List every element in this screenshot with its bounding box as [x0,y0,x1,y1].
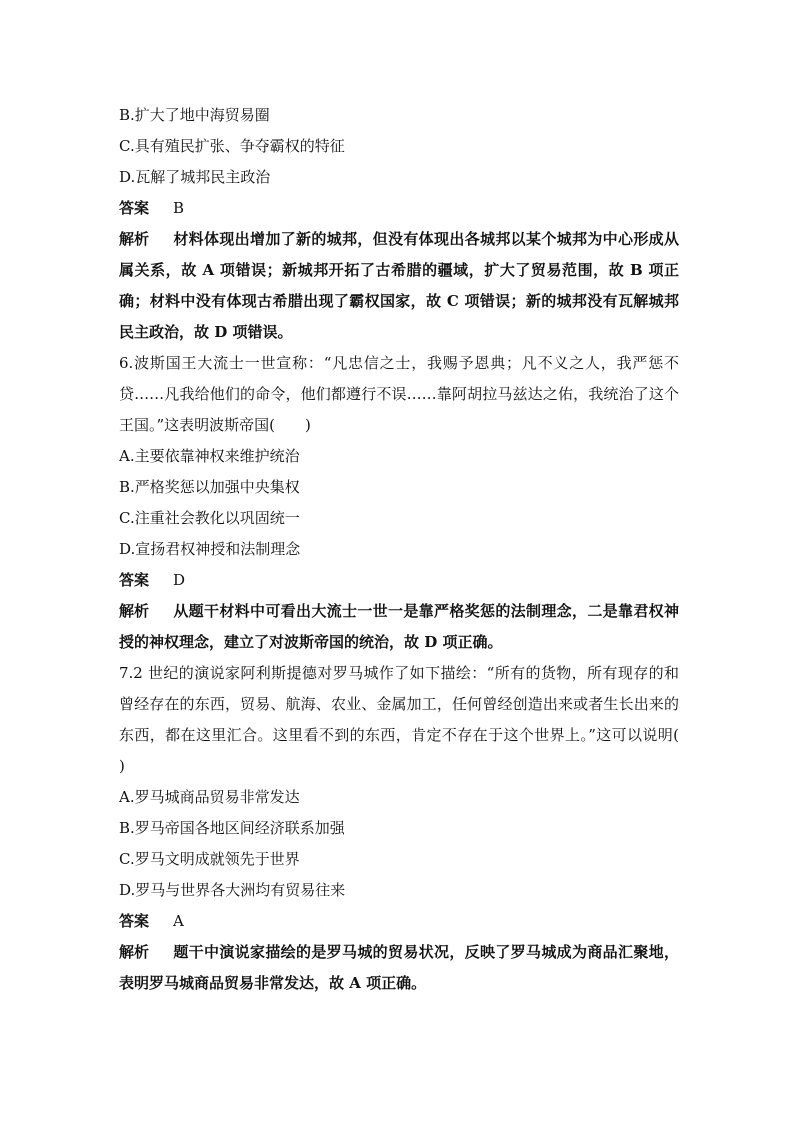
analysis-label: 解析 [119,230,150,248]
analysis-text: 从题干材料中可看出大流士一世一是靠严格奖惩的法制理念，二是靠君权神授的神权理念，建立了对波斯帝国的统治，故 D 项正确。 [119,602,679,651]
q7-analysis [119,937,679,999]
q7-option-d: D.罗马与世界各大洲均有贸易往来 [119,881,346,899]
analysis-label: 解析 [119,602,150,620]
q6-answer [119,565,679,596]
q6-option-c: C.注重社会教化以巩固统一 [119,509,300,527]
answer-value: B [173,199,185,217]
q6-option-d: D.宣扬君权神授和法制理念 [119,540,301,558]
q5-option-d: D.瓦解了城邦民主政治 [119,168,271,186]
document-page [119,100,710,999]
answer-value: D [173,571,186,589]
q5-analysis [119,224,679,348]
q6-stem: 6.波斯国王大流士一世宣称：“凡忠信之士，我赐予恩典；凡不义之人，我严惩不贷……凡我给他们的命令，他们都遵行不误……靠阿胡拉马兹达之佑，我统治了这个王国。”这表明波斯帝国( ) [119,354,679,434]
analysis-text: 题干中演说家描绘的是罗马城的贸易状况，反映了罗马城成为商品汇聚地，表明罗马城商品贸易非常发达，故 A 项正确。 [119,943,679,992]
q7-option-a: A.罗马城商品贸易非常发达 [119,788,300,806]
q7-stem: 7.2 世纪的演说家阿利斯提德对罗马城作了如下描绘：“所有的货物，所有现存的和曾经存在的东西，贸易、航海、农业、金属加工，任何曾经创造出来或者生长出来的东西，都在这里汇合。这里看不到的东西，肯定不存在于这个世界上。”这可以说明( ) [119,664,710,775]
q7-option-b: B.罗马帝国各地区间经济联系加强 [119,819,345,837]
analysis-text: 材料体现出增加了新的城邦，但没有体现出各城邦以某个城邦为中心形成从属关系，故 A 项错误；新城邦开拓了古希腊的疆域，扩大了贸易范围，故 B 项正确；材料中没有体现古希腊出现了霸权国家，故 C 项错误；新的城邦没有瓦解城邦民主政治，故 D 项错误。 [119,230,679,341]
answer-value: A [173,912,184,930]
analysis-label: 解析 [119,943,150,961]
q5-option-c: C.具有殖民扩张、争夺霸权的特征 [119,137,345,155]
q5-answer [119,193,679,224]
q7-answer [119,906,679,937]
answer-label: 答案 [119,912,150,930]
answer-label: 答案 [119,571,150,589]
q7-option-c: C.罗马文明成就领先于世界 [119,850,300,868]
q5-option-b: B.扩大了地中海贸易圈 [119,106,270,124]
answer-label: 答案 [119,199,150,217]
q6-option-a: A.主要依靠神权来维护统治 [119,447,300,465]
q6-analysis [119,596,679,658]
q6-option-b: B.严格奖惩以加强中央集权 [119,478,300,496]
